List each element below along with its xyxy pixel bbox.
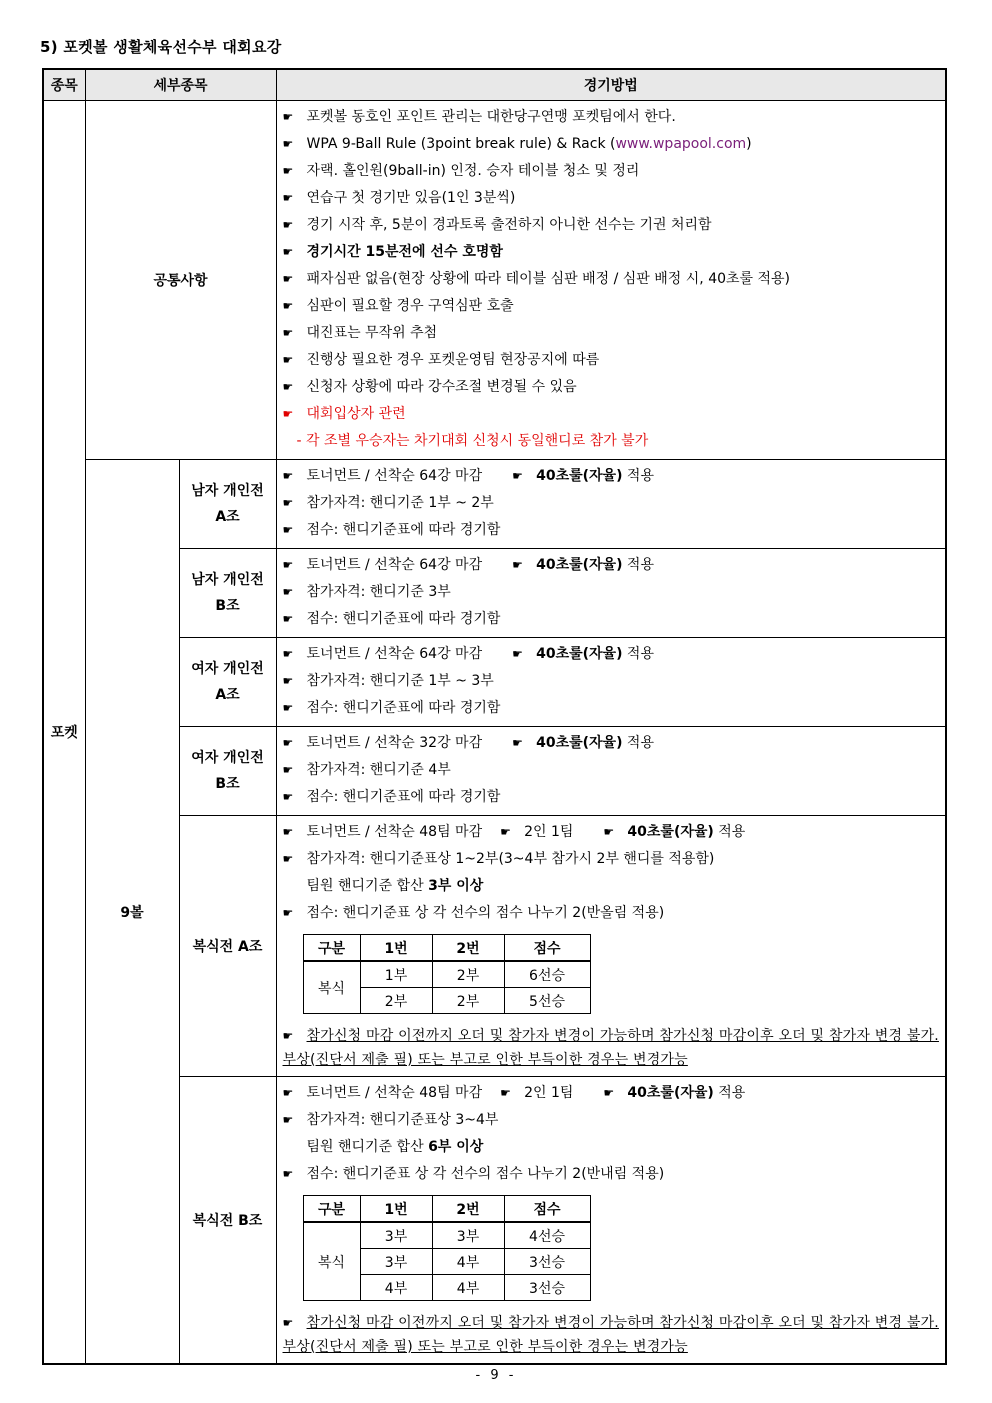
list-item: ☛ 진행상 필요한 경우 포켓운영팀 현장공지에 따름 [283,347,942,374]
pointing-hand-icon: ☛ [282,496,294,510]
doubles-b-row [43,1077,946,1365]
pointing-hand-icon: ☛ [282,1113,294,1127]
women-b-label: 여자 개인전 B조 [179,727,276,816]
event-cell: 포켓 [43,101,85,1365]
pointing-hand-icon: ☛ [282,852,294,866]
pointing-hand-icon: ☛ [512,736,523,750]
pointing-hand-icon: ☛ [603,1086,615,1100]
doubles-a-note: ☛ 참가신청 마감 이전까지 오더 및 참가자 변경이 가능하며 참가신청 마감이후 오더 및 참가자 변경 불가. 부상(진단서 제출 필) 또는 부고로 인한 부득이한 경우는 변경가능 [283,1024,942,1072]
pointing-hand-icon: ☛ [603,825,615,839]
women-a-content: ☛ 토너먼트 / 선착순 64강 마감 ☛ 40초룰(자율) 적용 ☛ 참가자격: 핸디기준 1부 ~ 3부 ☛ 점수: 핸디기준표에 따라 경기함 [276,638,946,727]
pointing-hand-icon: ☛ [282,701,294,715]
competition-table [42,68,947,1365]
list-item: ☛ 패자심판 없음(현장 상황에 따라 테이블 심판 배정 / 심판 배정 시, 40초룰 적용) [283,266,942,293]
table-row: 3부 4부 3선승 [303,1249,590,1275]
women-a-label: 여자 개인전 A조 [179,638,276,727]
men-a-content: ☛ 토너먼트 / 선착순 64강 마감 ☛ 40초룰(자율) 적용 ☛ 참가자격: 핸디기준 1부 ~ 2부 ☛ 점수: 핸디기준표에 따라 경기함 [276,460,946,549]
pointing-hand-icon: ☛ [282,326,294,340]
list-item: ☛ 대회입상자 관련 [283,401,942,428]
list-item: ☛ 연습구 첫 경기만 있음(1인 3분씩) [283,185,942,212]
pointing-hand-icon: ☛ [282,825,294,839]
list-item: ☛ 심판이 필요할 경우 구역심판 호출 [283,293,942,320]
pointing-hand-icon: ☛ [282,736,294,750]
header-event: 종목 [43,69,85,101]
pointing-hand-icon: ☛ [282,674,294,688]
pointing-hand-icon: ☛ [282,1316,294,1330]
page-title: 5) 포켓볼 생활체육선수부 대회요강 [40,38,282,56]
common-content [276,101,946,460]
pointing-hand-icon: ☛ [500,825,511,839]
common-label: 공통사항 [85,101,276,460]
table-row: 4부 4부 3선승 [303,1275,590,1301]
pointing-hand-icon: ☛ [282,1029,294,1043]
men-b-content: ☛ 토너먼트 / 선착순 64강 마감 ☛ 40초룰(자율) 적용 ☛ 참가자격: 핸디기준 3부 ☛ 점수: 핸디기준표에 따라 경기함 [276,549,946,638]
wpa-link[interactable]: www.wpapool.com [615,136,747,152]
list-item: ☛ 자랙. 홀인원(9ball-in) 인정. 승자 테이블 청소 및 정리 [283,158,942,185]
header-method: 경기방법 [276,69,946,101]
pointing-hand-icon: ☛ [282,353,294,367]
women-b-row [43,727,946,816]
list-item: ☛ WPA 9-Ball Rule (3point break rule) & Rack (www.wpapool.com) [283,131,942,158]
header-row [43,69,946,101]
header-sub-event: 세부종목 [85,69,276,101]
doubles-a-row [43,816,946,1077]
list-item: ☛ 포켓볼 동호인 포인트 관리는 대한당구연맹 포켓팀에서 한다. [283,104,942,131]
pointing-hand-icon: ☛ [282,191,294,205]
pointing-hand-icon: ☛ [282,763,294,777]
pointing-hand-icon: ☛ [282,164,294,178]
list-item: ☛ 경기시간 15분전에 선수 호명함 [283,239,942,266]
table-row: 복식 3부 3부 4선승 [303,1222,590,1249]
pointing-hand-icon: ☛ [282,272,294,286]
doubles-a-score-table: 구분 1번 2번 점수 복식 1부 2부 6선승 2부 2부 5선승 [303,934,591,1014]
women-a-row [43,638,946,727]
pointing-hand-icon: ☛ [282,469,294,483]
pointing-hand-icon: ☛ [512,558,523,572]
pointing-hand-icon: ☛ [282,245,294,259]
pointing-hand-icon: ☛ [512,469,523,483]
winner-note: - 각 조별 우승자는 차기대회 신청시 동일핸디로 참가 불가 [296,433,649,449]
pointing-hand-icon: ☛ [282,110,294,124]
pointing-hand-icon: ☛ [512,647,523,661]
nineball-label: 9볼 [85,460,179,1365]
pointing-hand-icon: ☛ [282,523,294,537]
list-item: ☛ 대진표는 무작위 추첨 [283,320,942,347]
men-b-label: 남자 개인전 B조 [179,549,276,638]
pointing-hand-icon: ☛ [282,647,294,661]
table-row: 복식 1부 2부 6선승 [303,961,590,988]
pointing-hand-icon: ☛ [282,790,294,804]
page-number: - 9 - [475,1368,517,1383]
pointing-hand-icon: ☛ [282,218,294,232]
men-a-row [43,460,946,549]
pointing-hand-icon: ☛ [282,1086,294,1100]
doubles-b-note: ☛ 참가신청 마감 이전까지 오더 및 참가자 변경이 가능하며 참가신청 마감이후 오더 및 참가자 변경 불가. 부상(진단서 제출 필) 또는 부고로 인한 부득이한 경우는 변경가능 [283,1311,942,1359]
doubles-b-label: 복식전 B조 [179,1077,276,1365]
doubles-a-label: 복식전 A조 [179,816,276,1077]
pointing-hand-icon: ☛ [282,558,294,572]
table-row: 2부 2부 5선승 [303,988,590,1014]
pointing-hand-icon: ☛ [282,137,294,151]
common-row [43,101,946,460]
men-a-label: 남자 개인전 A조 [179,460,276,549]
women-b-content: ☛ 토너먼트 / 선착순 32강 마감 ☛ 40초룰(자율) 적용 ☛ 참가자격: 핸디기준 4부 ☛ 점수: 핸디기준표에 따라 경기함 [276,727,946,816]
doubles-b-content: ☛ 토너먼트 / 선착순 48팀 마감 ☛ 2인 1팀 ☛ 40초룰(자율) 적용 ☛ 참가자격: 핸디기준표상 3~4부 팀원 핸디기준 합산 6부 이상 ☛ 점수: 핸디기준표 상 각 선수의 점수 나누기 2(반내림 적용) 구분 1번 2번 점수 복식 3부 3부 4선승 3부 4부 3선승 4부 4부 3선승 ☛ 참가신청 마감 이전까지 오더 및 참가자 변경이 가능하며 참가신청 마감이후 오더 및 참가자 변경 불가. 부상(진단서 제출 필) 또는 부고로 인한 부득이한 경우는 변경가능 [276,1077,946,1365]
doubles-a-content: ☛ 토너먼트 / 선착순 48팀 마감 ☛ 2인 1팀 ☛ 40초룰(자율) 적용 ☛ 참가자격: 핸디기준표상 1~2부(3~4부 참가시 2부 핸디를 적용함) 팀원 핸디기준 합산 3부 이상 ☛ 점수: 핸디기준표 상 각 선수의 점수 나누기 2(반올림 적용) 구분 1번 2번 점수 복식 1부 2부 6선승 2부 2부 5선승 ☛ 참가신청 마감 이전까지 오더 및 참가자 변경이 가능하며 참가신청 마감이후 오더 및 참가자 변경 불가. 부상(진단서 제출 필) 또는 부고로 인한 부득이한 경우는 변경가능 [276,816,946,1077]
list-item: ☛ 신청자 상황에 따라 강수조절 변경될 수 있음 [283,374,942,401]
pointing-hand-icon: ☛ [282,299,294,313]
pointing-hand-icon: ☛ [282,612,294,626]
pointing-hand-icon: ☛ [282,380,294,394]
list-item: ☛ 경기 시작 후, 5분이 경과토록 출전하지 아니한 선수는 기권 처리함 [283,212,942,239]
pointing-hand-icon: ☛ [282,1167,294,1181]
pointing-hand-icon: ☛ [282,906,294,920]
pointing-hand-icon: ☛ [282,585,294,599]
pointing-hand-icon: ☛ [282,407,294,421]
men-b-row [43,549,946,638]
pointing-hand-icon: ☛ [500,1086,511,1100]
doubles-b-score-table: 구분 1번 2번 점수 복식 3부 3부 4선승 3부 4부 3선승 4부 4부 3선승 [303,1195,591,1301]
